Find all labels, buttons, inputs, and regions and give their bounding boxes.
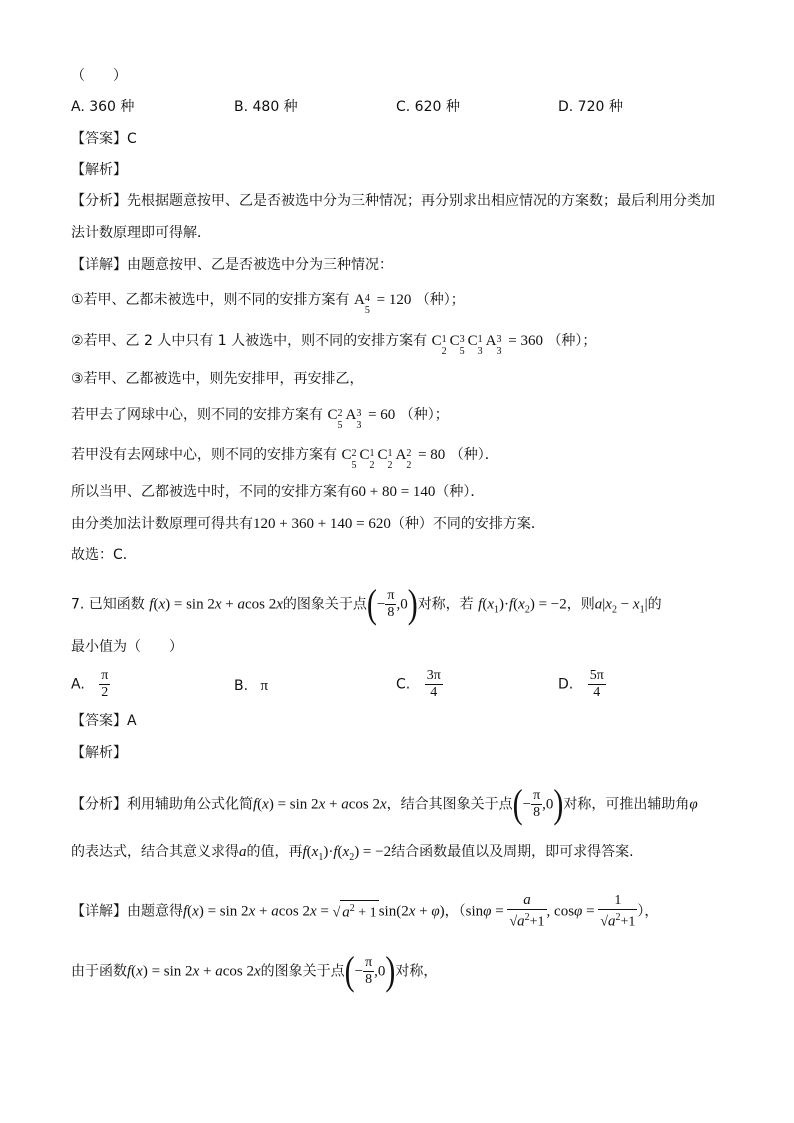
q7-option-b: B. π <box>234 678 269 694</box>
case3a-unit: （种）； <box>399 407 449 423</box>
case1-formula: A 4 5 = 120 <box>354 292 412 316</box>
case-3b <box>71 445 499 471</box>
option-a: A. 360 种 <box>71 99 135 115</box>
fenxi-line-2: 法计数原理即可得解． <box>71 225 211 241</box>
q7-stem-line-2: 最小值为（ ） <box>71 639 183 655</box>
case2-formula: C 1 2 C 3 5 C 1 3 A 3 3 = 360 <box>431 333 543 357</box>
sum-line-2: 由分类加法计数原理可得共有120 + 360 + 140 = 620（种）不同的安排方案． <box>71 516 545 532</box>
analysis-label: 【解析】 <box>71 162 127 178</box>
q7-last-line: 由于函数f(x) = sin 2x + acos 2x的图象关于点(− $\frac{\pi}{8}$ ,0)对称， <box>71 948 438 994</box>
q7-fenxi-line-2: 的表达式，结合其意义求得a的值，再$f(x_1)\cdot f(x_2) = -2$结合函数最值以及周期，即可求得答案. <box>71 844 634 863</box>
sum2-formula: 120 + 360 + 140 = 620 <box>253 516 391 532</box>
q7-option-a: A. $\frac{\pi}{2}$ <box>71 668 109 700</box>
case1-text: ①若甲、乙都未被选中，则不同的安排方案有 <box>71 292 350 308</box>
sum1-formula: 60 + 80 = 140 <box>351 484 436 500</box>
case3b-formula: C 2 5 C 1 2 C 1 2 A 2 2 = 80 <box>341 447 446 471</box>
case3b-unit: （种）． <box>449 447 499 463</box>
q7-stem-line-1: 7. 已知函数 f(x) = sin 2x + acos 2x的图象关于点(− $\frac{\pi}{8}$ ,0)对称，若 $f(x_1)\cdot f(x_2) = -2$，则$a|x_2 - x_1|$的 <box>71 581 662 627</box>
answer-label: 【答案】C <box>71 131 137 147</box>
q7-xiangjie-line: 【详解】由题意得f(x) = sin 2x + acos 2x = √ $a^2 + 1$ sin(2x + φ)，（sinφ = $\frac{a}{√a^2+1}$ , cosφ = $\frac{1}{√a^2+1}$ ）， <box>71 892 659 930</box>
option-c: C. 620 种 <box>396 99 460 115</box>
case1-unit: （种）； <box>415 292 465 308</box>
q7-option-c: C. $\frac{3\pi}{4}$ <box>396 668 441 700</box>
case2-text: ②若甲、乙 2 人中只有 1 人被选中，则不同的安排方案有 <box>71 333 428 349</box>
sum-line-1: 所以当甲、乙都被选中时，不同的安排方案有60 + 80 = 140（种）． <box>71 484 485 500</box>
option-d: D. 720 种 <box>558 99 623 115</box>
case3a-formula: C 2 5 A 3 3 = 60 <box>327 407 396 431</box>
case3b-text: 若甲没有去网球中心，则不同的安排方案有 <box>71 447 337 463</box>
case-1 <box>71 290 465 316</box>
xiangjie-line: 【详解】由题意按甲、乙是否被选中分为三种情况： <box>71 257 393 273</box>
case2-unit: （种）； <box>547 333 597 349</box>
q7-fenxi-line-1: 【分析】利用辅助角公式化简f(x) = sin 2x + acos 2x，结合其图象关于点(− $\frac{\pi}{8}$ ,0)对称，可推出辅助角φ <box>71 781 698 827</box>
option-b: B. 480 种 <box>234 99 298 115</box>
case-2 <box>71 331 597 357</box>
final-choice: 故选：C． <box>71 547 137 563</box>
q6-bracket: （ ） <box>71 68 127 84</box>
q7-answer-label: 【答案】A <box>71 713 137 729</box>
case3a-text: 若甲去了网球中心，则不同的安排方案有 <box>71 407 323 423</box>
case-3: ③若甲、乙都被选中，则先安排甲，再安排乙， <box>71 371 364 387</box>
case-3a <box>71 405 449 431</box>
q7-analysis-label: 【解析】 <box>71 745 127 761</box>
fenxi-line-1: 【分析】先根据题意按甲、乙是否被选中分为三种情况；再分别求出相应情况的方案数；最后利用分类加 <box>71 193 715 209</box>
q7-option-d: D. $\frac{5\pi}{4}$ <box>558 668 604 700</box>
